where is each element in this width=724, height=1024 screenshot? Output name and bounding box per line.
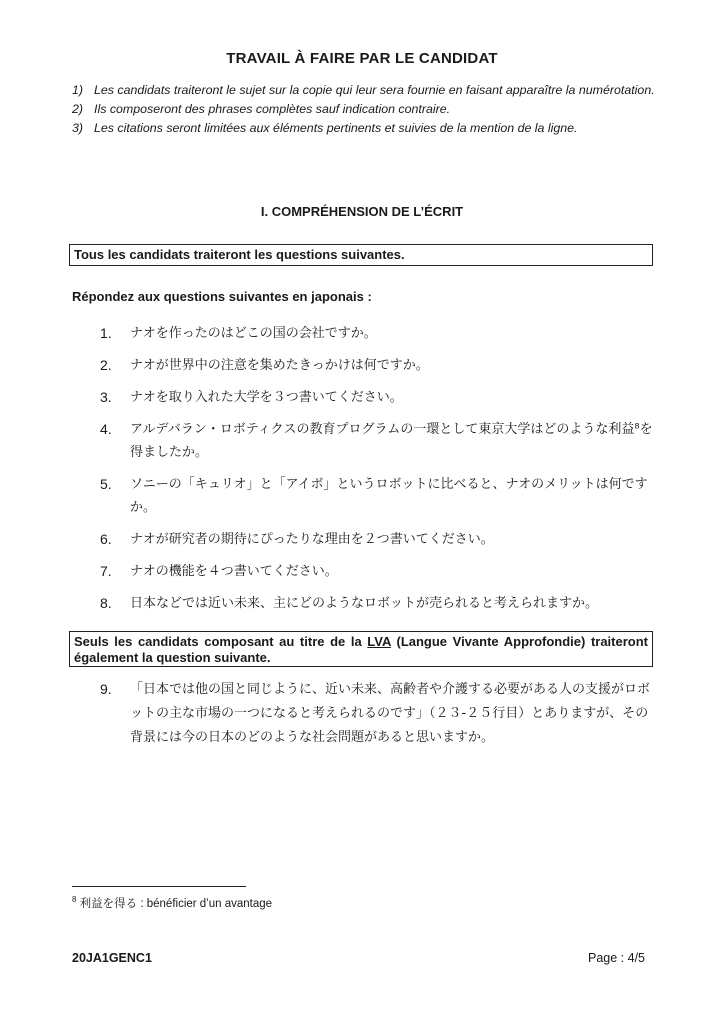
instruction-number: 1)	[72, 83, 84, 97]
instruction-item	[72, 81, 657, 99]
footnote-divider	[72, 886, 246, 887]
instruction-item	[72, 119, 657, 137]
page-title: TRAVAIL À FAIRE PAR LE CANDIDAT	[226, 50, 498, 67]
all-candidates-box: Tous les candidats traiteront les questions suivantes.	[69, 244, 653, 266]
exam-code: 20JA1GENC1	[72, 951, 152, 965]
question-number: 7.	[100, 563, 112, 579]
question-text: 日本などでは近い未来、主にどのようなロボットが売られると考えられますか。	[130, 596, 599, 611]
question-text: ナオが世界中の注意を集めたきっかけは何ですか。	[130, 358, 429, 373]
question-item	[100, 322, 660, 345]
question-9	[100, 678, 660, 750]
question-item	[100, 354, 660, 377]
lva-box-text-after: (Langue Vivante Approfondie) traiteront également la question suivante.	[74, 634, 649, 665]
lva-box-text-before: Seuls les candidats composant au titre de la	[74, 634, 368, 649]
question-number: 4.	[100, 421, 112, 437]
lva-abbreviation: LVA	[367, 634, 391, 649]
page-number: Page : 4/5	[588, 951, 645, 965]
question-number: 9.	[100, 681, 112, 697]
question-item	[100, 473, 660, 519]
instructions-list	[72, 81, 657, 138]
question-item	[100, 560, 660, 583]
question-number: 6.	[100, 531, 112, 547]
instruction-text: Les citations seront limitées aux éléments pertinents et suivies de la mention de la ligne.	[94, 121, 578, 135]
question-item	[100, 528, 660, 551]
footnote-mark: 8	[72, 895, 77, 905]
section-title: I. COMPRÉHENSION DE L’ÉCRIT	[260, 204, 464, 219]
question-number: 2.	[100, 357, 112, 373]
question-number: 3.	[100, 389, 112, 405]
instruction-item	[72, 100, 657, 118]
question-text: ナオの機能を４つ書いてください。	[130, 564, 338, 579]
question-text: ソニーの「キュリオ」と「アイボ」というロボットに比べると、ナオのメリットは何ですか。	[130, 477, 648, 515]
question-text: アルデバラン・ロボティクスの教育プログラムの一環として東京大学はどのような利益⁸を得ましたか。	[130, 422, 653, 460]
questions-list	[100, 322, 660, 624]
question-item	[100, 592, 660, 615]
question-text: ナオを作ったのはどこの国の会社ですか。	[130, 326, 377, 341]
instruction-number: 2)	[72, 102, 84, 116]
question-item	[100, 418, 660, 464]
question-number: 8.	[100, 595, 112, 611]
question-number: 1.	[100, 325, 112, 341]
questions-prompt: Répondez aux questions suivantes en japonais :	[72, 289, 372, 304]
question-number: 5.	[100, 476, 112, 492]
question-text: ナオが研究者の期待にぴったりな理由を２つ書いてください。	[130, 532, 494, 547]
question-item	[100, 386, 660, 409]
footnote-text: 利益を得る : bénéficier d’un avantage	[76, 898, 273, 910]
lva-candidates-box	[69, 631, 653, 667]
question-text: ナオを取り入れた大学を３つ書いてください。	[130, 390, 403, 405]
instruction-text: Les candidats traiteront le sujet sur la copie qui leur sera fournie en faisant apparaître la numérotation.	[94, 83, 655, 97]
footnote	[72, 895, 272, 911]
instruction-number: 3)	[72, 121, 84, 135]
question-text: 「日本では他の国と同じように、近い未来、高齢者や介護する必要がある人の支援がロボットの主な市場の一つになると考えられるのです」（２３-２５行目）とありますが、その背景には今の日本のどのような社会問題があると思いますか。	[130, 682, 651, 745]
instruction-text: Ils composeront des phrases complètes sauf indication contraire.	[94, 102, 451, 116]
